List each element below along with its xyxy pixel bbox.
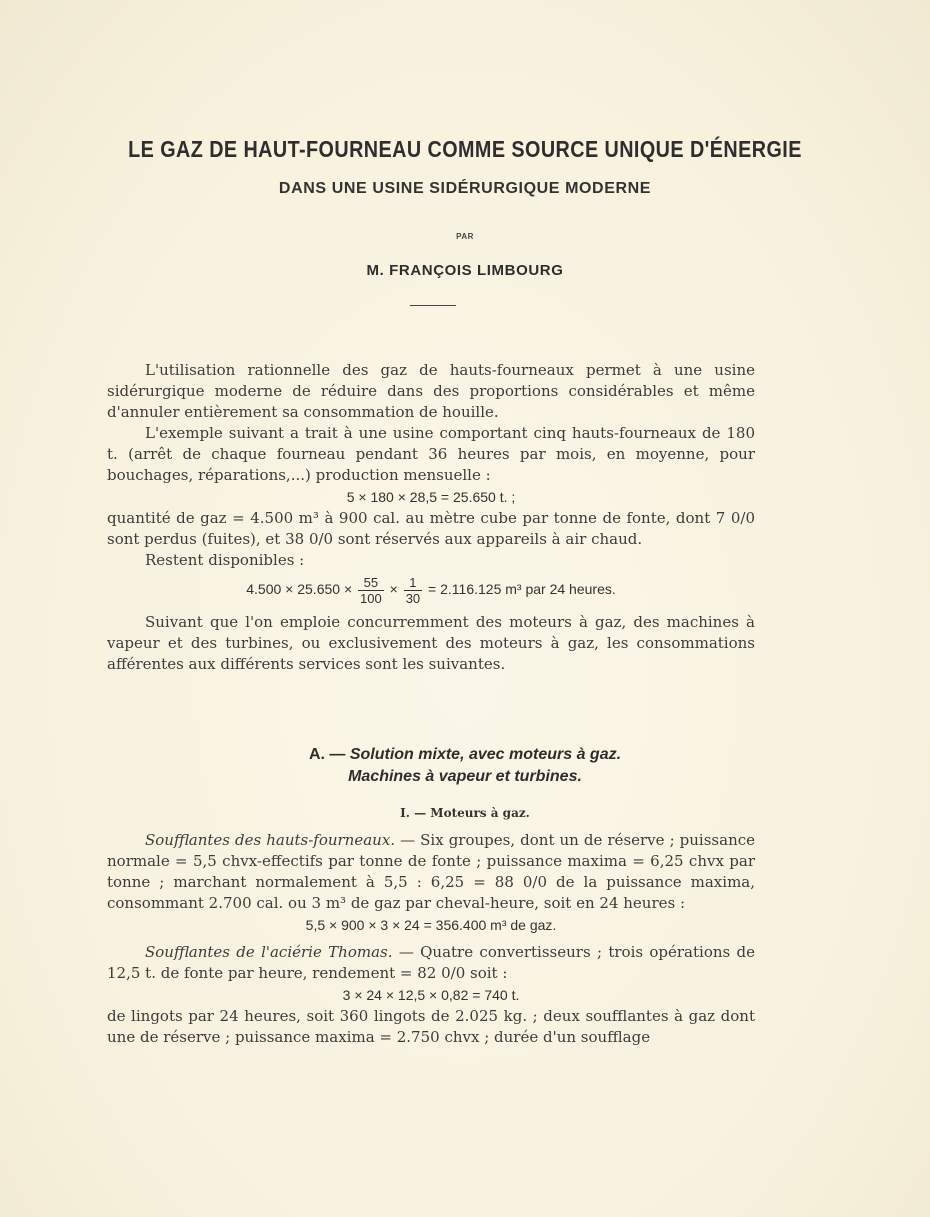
- fraction-1-30: [404, 575, 422, 606]
- intro-block: [107, 360, 755, 675]
- formula-right: = 2.116.125 m³ par 24 heures.: [428, 581, 616, 598]
- formula-lingots: 3 × 24 × 12,5 × 0,82 = 740 t.: [342, 987, 520, 1003]
- page-title: LE GAZ DE HAUT-FOURNEAU COMME SOURCE UNIQUE D'ÉNERGIE: [128, 136, 802, 162]
- section-a-line-1: Solution mixte, avec moteurs à gaz.: [349, 746, 622, 763]
- page-subtitle: DANS UNE USINE SIDÉRURGIQUE MODERNE: [278, 180, 652, 197]
- fraction-denominator: 30: [405, 591, 421, 606]
- by-line: PAR: [456, 232, 474, 241]
- author-name: M. FRANÇOIS LIMBOURG: [366, 262, 564, 279]
- intro-paragraph-2: L'exemple suivant a trait à une usine comportant cinq hauts-fourneaux de 180 t. (arrêt de chaque fourneau pendant 36 heures par mois, en moyenne, pour bouchages, réparations,...) production mensuelle :: [107, 424, 755, 484]
- title-divider: [410, 305, 456, 306]
- intro-paragraph-1: L'utilisation rationnelle des gaz de hauts-fourneaux permet à une usine sidérurgique moderne de réduire dans des proportions considérables et même d'annuler entièrement sa consommation de houille.: [107, 361, 755, 421]
- formula-left: 4.500 × 25.650 ×: [246, 581, 353, 598]
- fraction-numerator: 55: [358, 575, 384, 591]
- paragraph-text: — Six groupes, dont un de réserve ; puissance normale = 5,5 chvx-effectifs par tonne de fonte ; puissance maxima = 6,25 chvx par tonne ; marchant normalement à 5,5 : 6,25 = 88 0/0 de la puissance maxima, consommant 2.700 cal. ou 3 m³ de gaz par cheval-heure, soit en 24 heures :: [107, 831, 756, 912]
- paragraph-text: — Quatre convertisseurs ; trois opérations de 12,5 t. de fonte par heure, rendement = 82 0/0 soit :: [107, 943, 756, 982]
- intro-paragraph-3: quantité de gaz = 4.500 m³ à 900 cal. au mètre cube par tonne de fonte, dont 7 0/0 sont perdus (fuites), et 38 0/0 sont réservés aux appareils à air chaud.: [107, 509, 755, 548]
- fraction-numerator: 1: [404, 575, 422, 591]
- section-a-heading: [0, 744, 930, 788]
- section-1-body: [107, 830, 755, 1048]
- formula-gas-consumption: 5,5 × 900 × 3 × 24 = 356.400 m³ de gaz.: [305, 917, 557, 933]
- intro-paragraph-4: Restent disponibles :: [145, 551, 305, 569]
- formula-available-gas: [107, 575, 755, 606]
- fraction-55-100: [358, 575, 384, 606]
- formula-production: 5 × 180 × 28,5 = 25.650 t. ;: [346, 489, 516, 505]
- section-a-line-2: Machines à vapeur et turbines.: [348, 768, 582, 785]
- fraction-denominator: 100: [360, 591, 382, 606]
- section-1-paragraph-1: [107, 830, 755, 914]
- section-1-paragraph-3: de lingots par 24 heures, soit 360 lingots de 2.025 kg. ; deux soufflantes à gaz dont une de réserve ; puissance maxima = 2.750 chvx ; durée d'un soufflage: [107, 1007, 755, 1046]
- formula-times: ×: [389, 581, 398, 598]
- subheading-soufflantes-acierie: Soufflantes de l'aciérie Thomas.: [145, 943, 393, 961]
- subheading-soufflantes-hauts-fourneaux: Soufflantes des hauts-fourneaux.: [145, 831, 396, 849]
- section-1-heading: I. — Moteurs à gaz.: [400, 806, 530, 820]
- section-a-label: A. —: [308, 746, 350, 763]
- intro-paragraph-5: Suivant que l'on emploie concurremment des moteurs à gaz, des machines à vapeur et des turbines, ou exclusivement des moteurs à gaz, les consommations afférentes aux différents services sont les suivantes.: [107, 613, 755, 673]
- section-1-paragraph-2: [107, 942, 755, 984]
